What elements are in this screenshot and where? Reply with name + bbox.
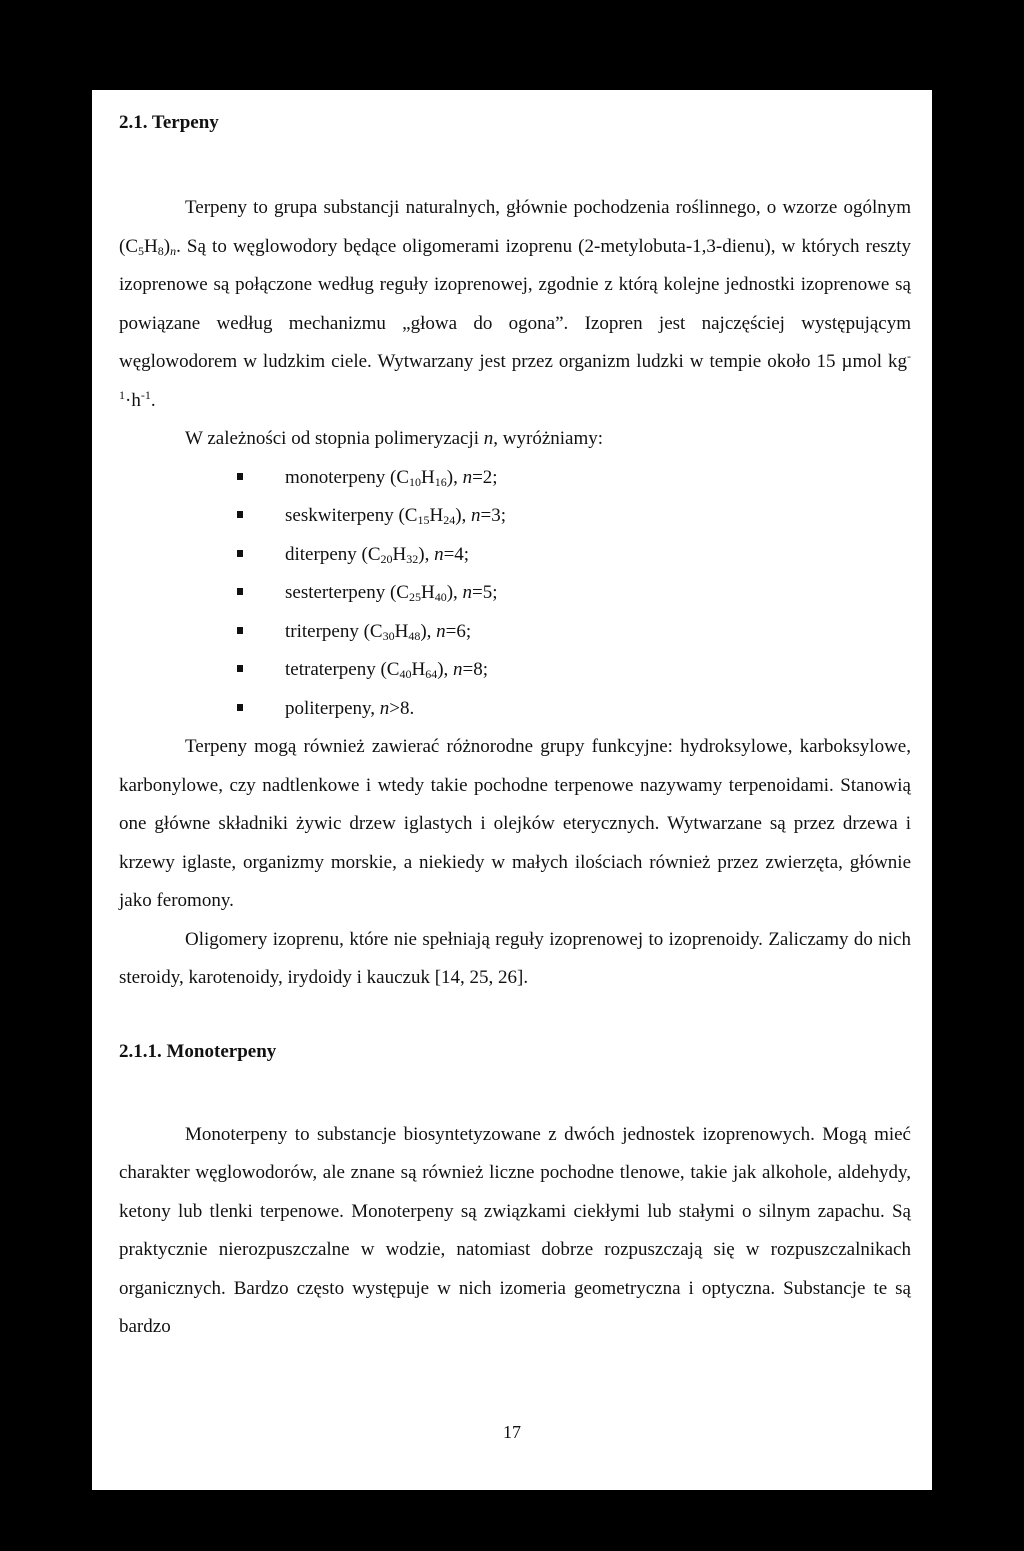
- bullet-icon: [237, 550, 243, 557]
- list-intro: [119, 420, 911, 459]
- list-item: sesterterpeny $(C_{25}H_{40})$, n=5;: [237, 574, 911, 613]
- page-number: 17: [503, 1422, 521, 1442]
- text-run: ): [163, 235, 171, 257]
- text-run: H: [144, 235, 158, 257]
- subsection-heading: 2.1.1. Monoterpeny: [119, 1040, 277, 1062]
- isoprenoids-paragraph: Oligomery izoprenu, które nie spełniają reguły izoprenowej to izoprenoidy. Zaliczamy do nich steroidy, karotenoidy, irydoidy i kauczuk [14, 25, 26].: [119, 928, 911, 988]
- section-heading: 2.1. Terpeny: [119, 112, 219, 133]
- text-run: .: [150, 389, 156, 411]
- monoterpenes-paragraph: Monoterpeny to substancje biosyntetyzowane z dwóch jednostek izoprenowych. Mogą mieć charakter węglowodorów, ale znane są również liczne pochodne tlenowe, takie jak alkohole, aldehydy, ketony lub tlenki terpenowe. Monoterpeny są związkami ciekłymi lub stałymi o silnym zapachu. Są praktycznie nierozpuszczalne w wodzie, natomiast dobrze rozpuszczają się w rozpuszczalnikach organicznych. Bardzo często występuje w nich izomeria geometryczna i optyczna. Substancje te są bardzo: [119, 1123, 911, 1337]
- bullet-icon: [237, 588, 243, 595]
- bullet-icon: [237, 704, 243, 711]
- list-item: seskwiterpeny $(C_{15}H_{24})$, n=3;: [237, 497, 911, 536]
- text-run: ·h: [125, 389, 141, 411]
- list-item: monoterpeny $(C_{10}H_{16})$, n=2;: [237, 459, 911, 498]
- bullet-icon: [237, 473, 243, 480]
- subscript: 8: [157, 243, 164, 258]
- subscript: 5: [138, 243, 144, 258]
- list-item: politerpeny, n>8.: [237, 690, 911, 729]
- text-run: Terpeny to grupa substancji naturalnych, głównie pochodzenia roślinnego, o wzorze ogólnym (C: [119, 197, 911, 257]
- intro-paragraph: [119, 189, 911, 420]
- terpene-type-list: [119, 459, 911, 729]
- bullet-icon: [237, 511, 243, 518]
- superscript: -1: [140, 387, 151, 402]
- list-item: diterpeny $(C_{20}H_{32})$, n=4;: [237, 536, 911, 575]
- document-page: [92, 90, 932, 1490]
- page-content: [119, 90, 911, 1347]
- list-item: triterpeny $(C_{30}H_{48})$, n=6;: [237, 613, 911, 652]
- text-run: . Są to węglowodory będące oligomerami izoprenu (2-metylobuta-1,3-dienu), w których reszty izoprenowe są połączone według reguły izoprenowej, zgodnie z którą kolejne jednostki izoprenowe są powiązane według mechanizmu „głowa do ogona”. Izopren jest najczęściej występującym węglowodorem w ludzkim ciele. Wytwarzany jest przez organizm ludzki w tempie około 15 µmol kg: [119, 235, 911, 372]
- subscript-italic: n: [170, 243, 177, 258]
- text-run: W zależności od stopnia polimeryzacji: [185, 428, 484, 449]
- bullet-icon: [237, 627, 243, 634]
- bullet-icon: [237, 665, 243, 672]
- list-item: tetraterpeny $(C_{40}H_{64})$, n=8;: [237, 651, 911, 690]
- text-run: , wyróżniamy:: [493, 428, 604, 449]
- italic-n: n: [483, 428, 494, 449]
- superscript: -1: [119, 349, 911, 402]
- functional-groups-paragraph: Terpeny mogą również zawierać różnorodne grupy funkcyjne: hydroksylowe, karboksylowe, karbonylowe, czy nadtlenkowe i wtedy takie pochodne terpenowe nazywamy terpenoidami. Stanowią one główne składniki żywic drzew iglastych i olejków eterycznych. Wytwarzane są przez drzewa i krzewy iglaste, organizmy morskie, a niekiedy w małych ilościach również przez zwierzęta, głównie jako feromony.: [119, 736, 911, 911]
